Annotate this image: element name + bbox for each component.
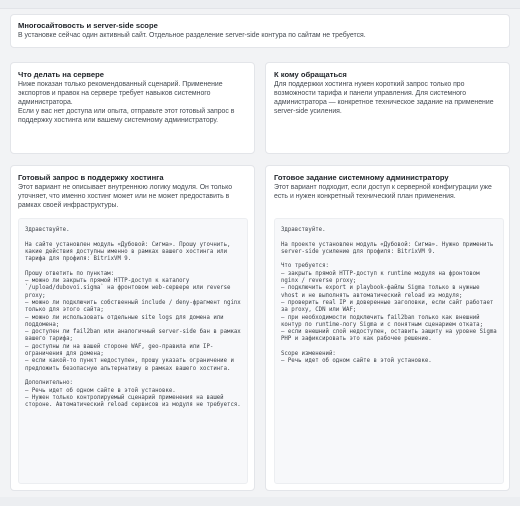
hosting-request-card: [10, 165, 255, 491]
admin-task-template[interactable]: Здравствуйте. На проекте установлен модуль «Дубовой: Сигма». Нужно применить server-side усиление для профиля: BitrixVM 9. Что требуется: – закрыть прямой HTTP-доступ к runtime модуля на фронтовом nginx / reverse proxy; – подключить export и playbook-файлы Sigma только в нужные vhost и не выполнять автоматический reload из модуля; – проверить real IP и доверенные заголовки, если сайт работает за proxy, CDN или WAF; – при необходимости подключить fail2ban только как внешний контур по runtime-логу Sigma и с понятным сценарием отката; – если внешний слой недоступен, оставить защиту на уровне Sigma PHP и зафиксировать это как рабочее решение. Scope изменений: – Речь идет об одном сайте в этой установке.: [274, 218, 504, 484]
bottom-edge-strip: [0, 497, 520, 506]
multisite-text: В установке сейчас один активный сайт. Отдельное разделение server-side контура по сайтам не требуется.: [18, 32, 366, 39]
hosting-request-title: Готовый запрос в поддержку хостинга: [18, 173, 164, 182]
hosting-request-text: Этот вариант не описывает внутреннюю логику модуля. Он только уточняет, что именно хостинг может или не может предоставить в рамках своей инфраструктуры.: [18, 184, 233, 209]
server-actions-text: Ниже показан только рекомендованный сценарий. Применение экспортов и правок на сервере требует навыков системного администратора. Если у вас нет доступа или опыта, отправьте этот готовый запрос в поддержку хостинга или вашему системному администратору.: [18, 81, 235, 124]
server-actions-card: [10, 62, 255, 154]
hosting-request-template[interactable]: Здравствуйте. На сайте установлен модуль «Дубовой: Сигма». Прошу уточнить, какие действия доступны именно в рамках вашего хостинга или тарифа для профиля: BitrixVM 9. Прошу ответить по пунктам: – можно ли закрыть прямой HTTP-доступ к каталогу `/upload/dubovoi.sigma` на фронтовом web-сервере или reverse proxy; – можно ли подключить собственный include / deny-фрагмент nginx только для этого сайта; – можно ли использовать отдельные site logs для домена или поддомена; – доступен ли fail2ban или аналогичный server-side бан в рамках вашего тарифа; – доступны ли на вашей стороне WAF, geo-правила или IP-ограничения для домена; – если какой-то пункт недоступен, прошу указать ограничение и предложить безопасную альтернативу в рамках вашего хостинга. Дополнительно: – Речь идет об одном сайте в этой установке. – Нужен только контролируемый сценарий применения на вашей стороне. Автоматический reload сервисов из модуля не требуется.: [18, 218, 248, 484]
contact-card: [265, 62, 510, 154]
admin-task-title: Готовое задание системному администратору: [274, 173, 449, 182]
admin-task-text: Этот вариант подходит, если доступ к серверной конфигурации уже есть и нужен конкретный технический план применения.: [274, 184, 492, 200]
multisite-card: [10, 14, 510, 48]
multisite-title: Многосайтовость и server-side scope: [18, 21, 158, 30]
top-edge-strip: [0, 0, 520, 9]
contact-title: К кому обращаться: [274, 70, 347, 79]
server-actions-title: Что делать на сервере: [18, 70, 104, 79]
admin-task-card: [265, 165, 510, 491]
contact-text: Для поддержки хостинга нужен короткий запрос только про возможности тарифа и панели управления. Для системного администратора — конкретное техническое задание на применение server-side усиления.: [274, 81, 494, 115]
